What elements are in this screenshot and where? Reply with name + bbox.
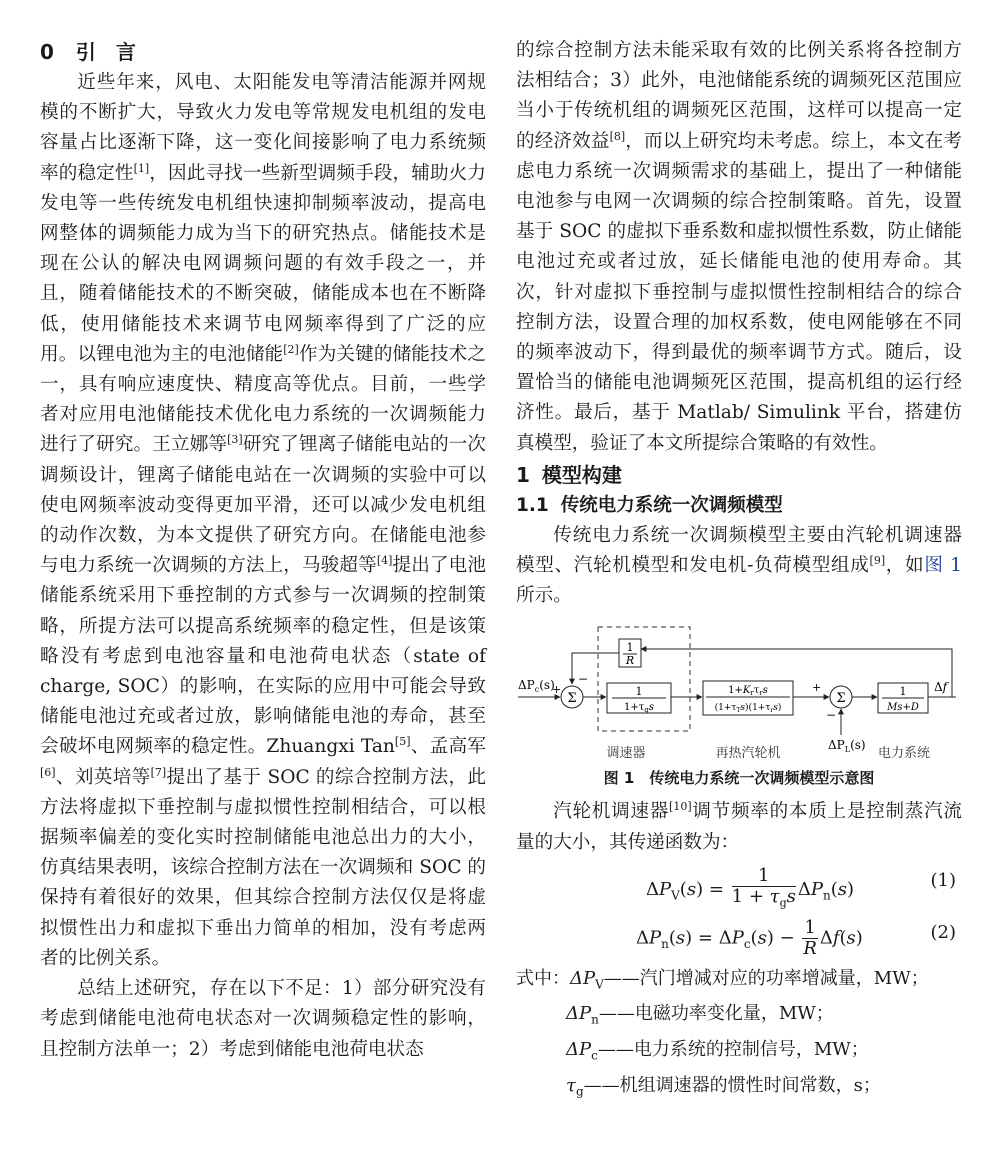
figure-link: 图 1 bbox=[924, 555, 962, 577]
text-run: 调节频率的本质上是控制蒸汽流量的大小，其传递函数为： bbox=[516, 801, 962, 853]
svg-text:+: + bbox=[812, 681, 822, 695]
text-run: 传统电力系统一次调频模型主要由汽轮机调速器模型、汽轮机模型和发电机-负荷模型组成 bbox=[516, 524, 962, 577]
svg-text:1+τgs: $1+\tau_gs$ bbox=[624, 702, 654, 715]
text-run: 的综合控制方法未能采取有效的比例关系将各控制方法相结合；3）此外，电池储能系统的调频死区范围应当小于传统机组的调频死区范围，这样可以提高一定的经济效益 bbox=[516, 40, 962, 152]
variable-symbol: ΔP bbox=[566, 1003, 592, 1025]
variable-description: ——汽门增减对应的功率增减量，MW； bbox=[603, 967, 929, 989]
variable-row bbox=[516, 964, 962, 1000]
intro-paragraph-3 bbox=[516, 36, 962, 459]
svg-text:−: − bbox=[578, 672, 589, 687]
label-power-system: 电力系统 bbox=[877, 746, 931, 762]
svg-text:1: 1 bbox=[626, 641, 634, 655]
text-run: ，因此寻找一些新型调频手段，辅助火力发电等一些传统发电机组快速抑制频率波动，提高电网整体的调频能力成为当下的研究热点。储能技术是现在公认的解决电网调频问题的有效手段之一，并且，随着储能技术的不断突破，储能成本也在不断降低，使用储能技术来调节电网频率得到了广泛的应用。以锂电池为主的电池储能 bbox=[40, 162, 486, 365]
text-run: 提出了基于 SOC 的综合控制方法，此方法将虚拟下垂控制与虚拟惯性控制相结合，可以根据频率偏差的变化实时控制储能电池总出力的大小，仿真结果表明，该综合控制方法在一次调频和 SOC 的保持有着很好的效果，但其综合控制方法仅仅是将虚拟惯性出力和虚拟下垂出力简单的相加，没有考虑两者的比例关系。 bbox=[40, 766, 486, 969]
summing-junction-1 bbox=[561, 686, 583, 708]
intro-paragraph-2: 总结上述研究，存在以下不足：1）部分研究没有考虑到储能电池荷电状态对一次调频稳定性的影响，且控制方法单一；2）考虑到储能电池荷电状态 bbox=[40, 978, 486, 1060]
governor-dashed-region bbox=[598, 627, 690, 731]
svg-text:−: − bbox=[826, 708, 837, 723]
text-run: 所示。 bbox=[516, 585, 572, 607]
svg-text:1: 1 bbox=[635, 685, 643, 699]
citation-ref: [4] bbox=[376, 554, 393, 568]
text-run: 近些年来，风电、太阳能发电等清洁能源并网规模的不断扩大，导致火力发电等常规发电机组的发电容量占比逐渐下降，这一变化间接影响了电力系统频率的稳定性 bbox=[40, 72, 486, 184]
text-run: 汽轮机调速器 bbox=[553, 801, 670, 823]
text-run: ，而以上研究均未考虑。综上，本文在考虑电力系统一次调频需求的基础上，提出了一种储能电池参与电网一次调频的综合控制策略。首先，设置基于 SOC 的虚拟下垂系数和虚拟惯性系数，防止储能电池过充或者过放，延长储能电池的使用寿命。其次，针对虚拟下垂控制与虚拟惯性控制相结合的综合控制方法，设置合理的加权系数，使电网能够在不同的频率波动下，得到最优的频率调节方式。随后，设置恰当的储能电池调频死区范围，提高机组的运行经济性。最后，基于 Matlab/ Simulink 平台，搭建仿真模型，验证了本文所提综合策略的有效性。 bbox=[516, 130, 962, 454]
citation-ref: [5] bbox=[394, 735, 411, 749]
definitions-prefix: 式中： bbox=[516, 967, 570, 989]
variable-symbol: ΔP bbox=[566, 1039, 592, 1061]
citation-ref: [8] bbox=[609, 129, 626, 143]
variable-row bbox=[516, 1035, 962, 1071]
svg-text:R: R bbox=[625, 654, 635, 668]
citation-ref: [2] bbox=[283, 342, 299, 356]
variable-symbol: τ bbox=[566, 1074, 576, 1096]
svg-text:Σ: Σ bbox=[836, 691, 846, 707]
variable-subscript: c bbox=[591, 1048, 598, 1063]
label-governor: 调速器 bbox=[606, 746, 646, 762]
figure-1-caption: 图 1 传统电力系统一次调频模型示意图 bbox=[603, 769, 875, 788]
text-run: 、孟高军 bbox=[410, 736, 486, 758]
section-0-heading: 0 引 言 bbox=[40, 40, 136, 64]
output-delta-f-label: Δf bbox=[934, 680, 948, 695]
model-paragraph bbox=[516, 521, 962, 612]
equation-2-number: (2) bbox=[930, 921, 956, 943]
subsection-1-1-heading: 1.1 传统电力系统一次调频模型 bbox=[516, 494, 783, 516]
variable-description: ——机组调速器的惯性时间常数，s； bbox=[583, 1074, 881, 1096]
variable-subscript: g bbox=[575, 1084, 584, 1099]
svg-text:+: + bbox=[552, 683, 562, 697]
citation-ref: [3] bbox=[227, 433, 243, 447]
citation-ref: [1] bbox=[133, 161, 150, 175]
label-reheat-turbine: 再热汽轮机 bbox=[715, 746, 781, 762]
variable-subscript: V bbox=[595, 977, 604, 992]
block-1-over-R bbox=[619, 639, 641, 667]
variable-definitions bbox=[516, 964, 962, 1106]
input-delta-pc-label: $\Delta P_c(s)$ bbox=[518, 678, 555, 695]
citation-ref: [7] bbox=[150, 765, 167, 779]
svg-text:Ms+D: Ms+D bbox=[887, 702, 919, 714]
citation-ref: [10] bbox=[669, 800, 692, 814]
intro-paragraph-1 bbox=[40, 68, 486, 974]
citation-ref: [6] bbox=[40, 765, 56, 779]
left-column bbox=[40, 36, 486, 1065]
block-reheat-turbine bbox=[703, 681, 793, 715]
summing-junction-2 bbox=[830, 686, 852, 708]
equation-1: $\Delta P_V(s)$ = $\frac{1}{1 + \tau_gs}$ $\Delta P_n(s)$ (1) bbox=[646, 864, 956, 910]
section-1-heading: 1 模型构建 bbox=[516, 462, 622, 487]
variable-row bbox=[516, 999, 962, 1035]
block-governor bbox=[607, 683, 671, 714]
equation-1-number: (1) bbox=[930, 869, 956, 891]
text-run: 提出了电池储能系统采用下垂控制的方式参与一次调频的控制策略，所提方法可以提高系统频率的稳定性，但是该策略没有考虑到电池容量和电池荷电状态（state of charge, SOC）的影响，在实际的应用中可能会导致储能电池过充或者过放，影响储能电池的寿命，甚至会破坏电网频率的稳定性。Zhuangxi Tan bbox=[40, 555, 486, 758]
text-run: 研究了锂离子储能电站的一次调频设计，锂离子储能电站在一次调频的实验中可以使电网频率波动变得更加平滑，还可以减少发电机组的动作次数，为本文提供了研究方向。在储能电池参与电力系统一次调频的方法上，马骏超等 bbox=[40, 434, 486, 577]
right-column bbox=[516, 36, 962, 1106]
variable-symbol: ΔP bbox=[570, 967, 596, 989]
text-run: 作为关键的储能技术之一，具有响应速度快、精度高等优点。目前，一些学者对应用电池储能技术优化电力系统的一次调频能力进行了研究。王立娜等 bbox=[40, 343, 486, 456]
variable-description: ——电磁功率变化量，MW； bbox=[598, 1003, 834, 1025]
block-power-system bbox=[878, 683, 928, 713]
text-run: ，如 bbox=[885, 555, 925, 577]
equation-2: $\Delta P_n(s) = \Delta P_c(s)$ − $\frac{1}{R}$ Δf(s) (2) bbox=[636, 916, 956, 959]
governor-paragraph bbox=[516, 797, 962, 857]
figure-1-block-diagram bbox=[516, 621, 962, 763]
svg-text:1+Krτrs: $1+K_r\tau_rs$ bbox=[728, 685, 768, 698]
citation-ref: [9] bbox=[869, 554, 886, 568]
load-delta-pl-label: $\Delta P_L(s)$ bbox=[828, 738, 866, 755]
variable-row bbox=[516, 1071, 962, 1107]
text-run: 、刘英培等 bbox=[55, 766, 151, 788]
svg-text:1: 1 bbox=[899, 685, 907, 699]
svg-text:Σ: Σ bbox=[567, 691, 577, 707]
svg-text:(1+τTs)(1+τrs): $(1+\tau_Ts)(1+\tau_rs)$ bbox=[714, 703, 782, 715]
variable-subscript: n bbox=[591, 1013, 599, 1028]
variable-description: ——电力系统的控制信号，MW； bbox=[597, 1039, 869, 1061]
